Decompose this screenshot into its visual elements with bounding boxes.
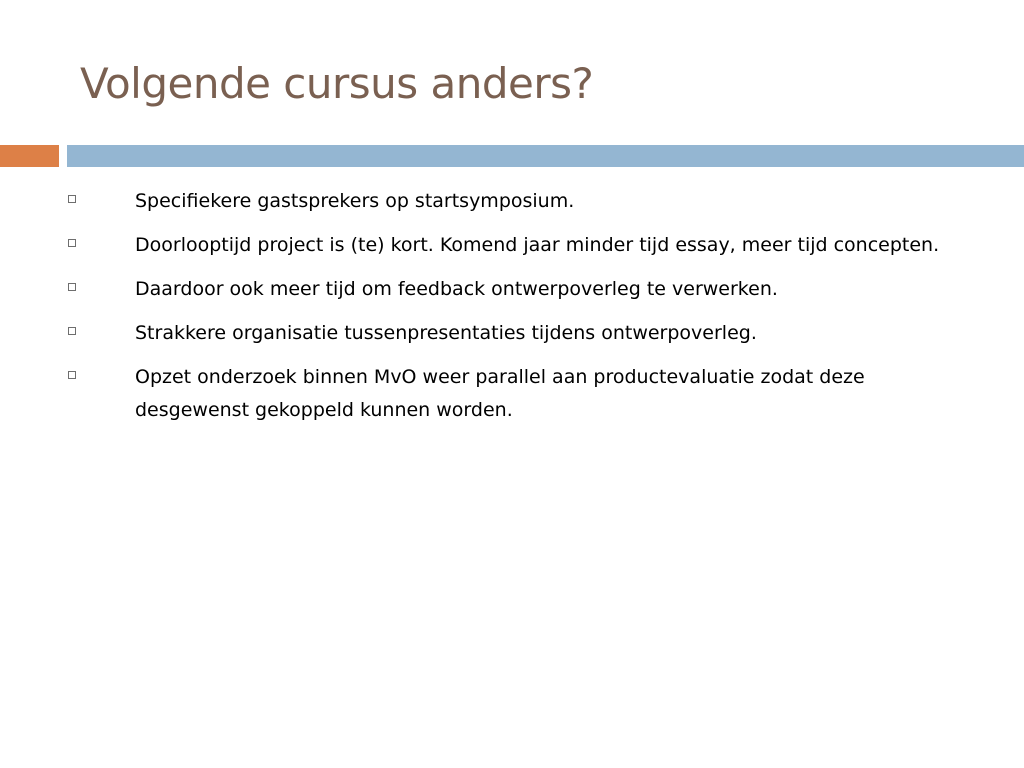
bullet-text: Doorlooptijd project is (te) kort. Komend jaar minder tijd essay, meer tijd concepten. [135,234,940,256]
bullet-item [68,361,978,427]
bullet-text: Specifiekere gastsprekers op startsymposium. [135,190,575,212]
bullet-item [68,317,978,350]
bullet-list [68,185,978,438]
hollow-square-icon [68,283,76,291]
hollow-square-icon [68,327,76,335]
slide-title: Volgende cursus anders? [80,59,594,108]
bullet-item [68,229,978,262]
hollow-square-icon [68,239,76,247]
bullet-item [68,273,978,306]
bullet-text: Strakkere organisatie tussenpresentaties tijdens ontwerpoverleg. [135,322,757,344]
bullet-text: Opzet onderzoek binnen MvO weer parallel aan productevaluatie zodat deze desgewenst gekoppeld kunnen worden. [135,366,865,421]
hollow-square-icon [68,195,76,203]
bullet-item [68,185,978,218]
title-divider-bar [67,145,1024,167]
bullet-text: Daardoor ook meer tijd om feedback ontwerpoverleg te verwerken. [135,278,778,300]
title-accent-bar [0,145,59,167]
hollow-square-icon [68,371,76,379]
